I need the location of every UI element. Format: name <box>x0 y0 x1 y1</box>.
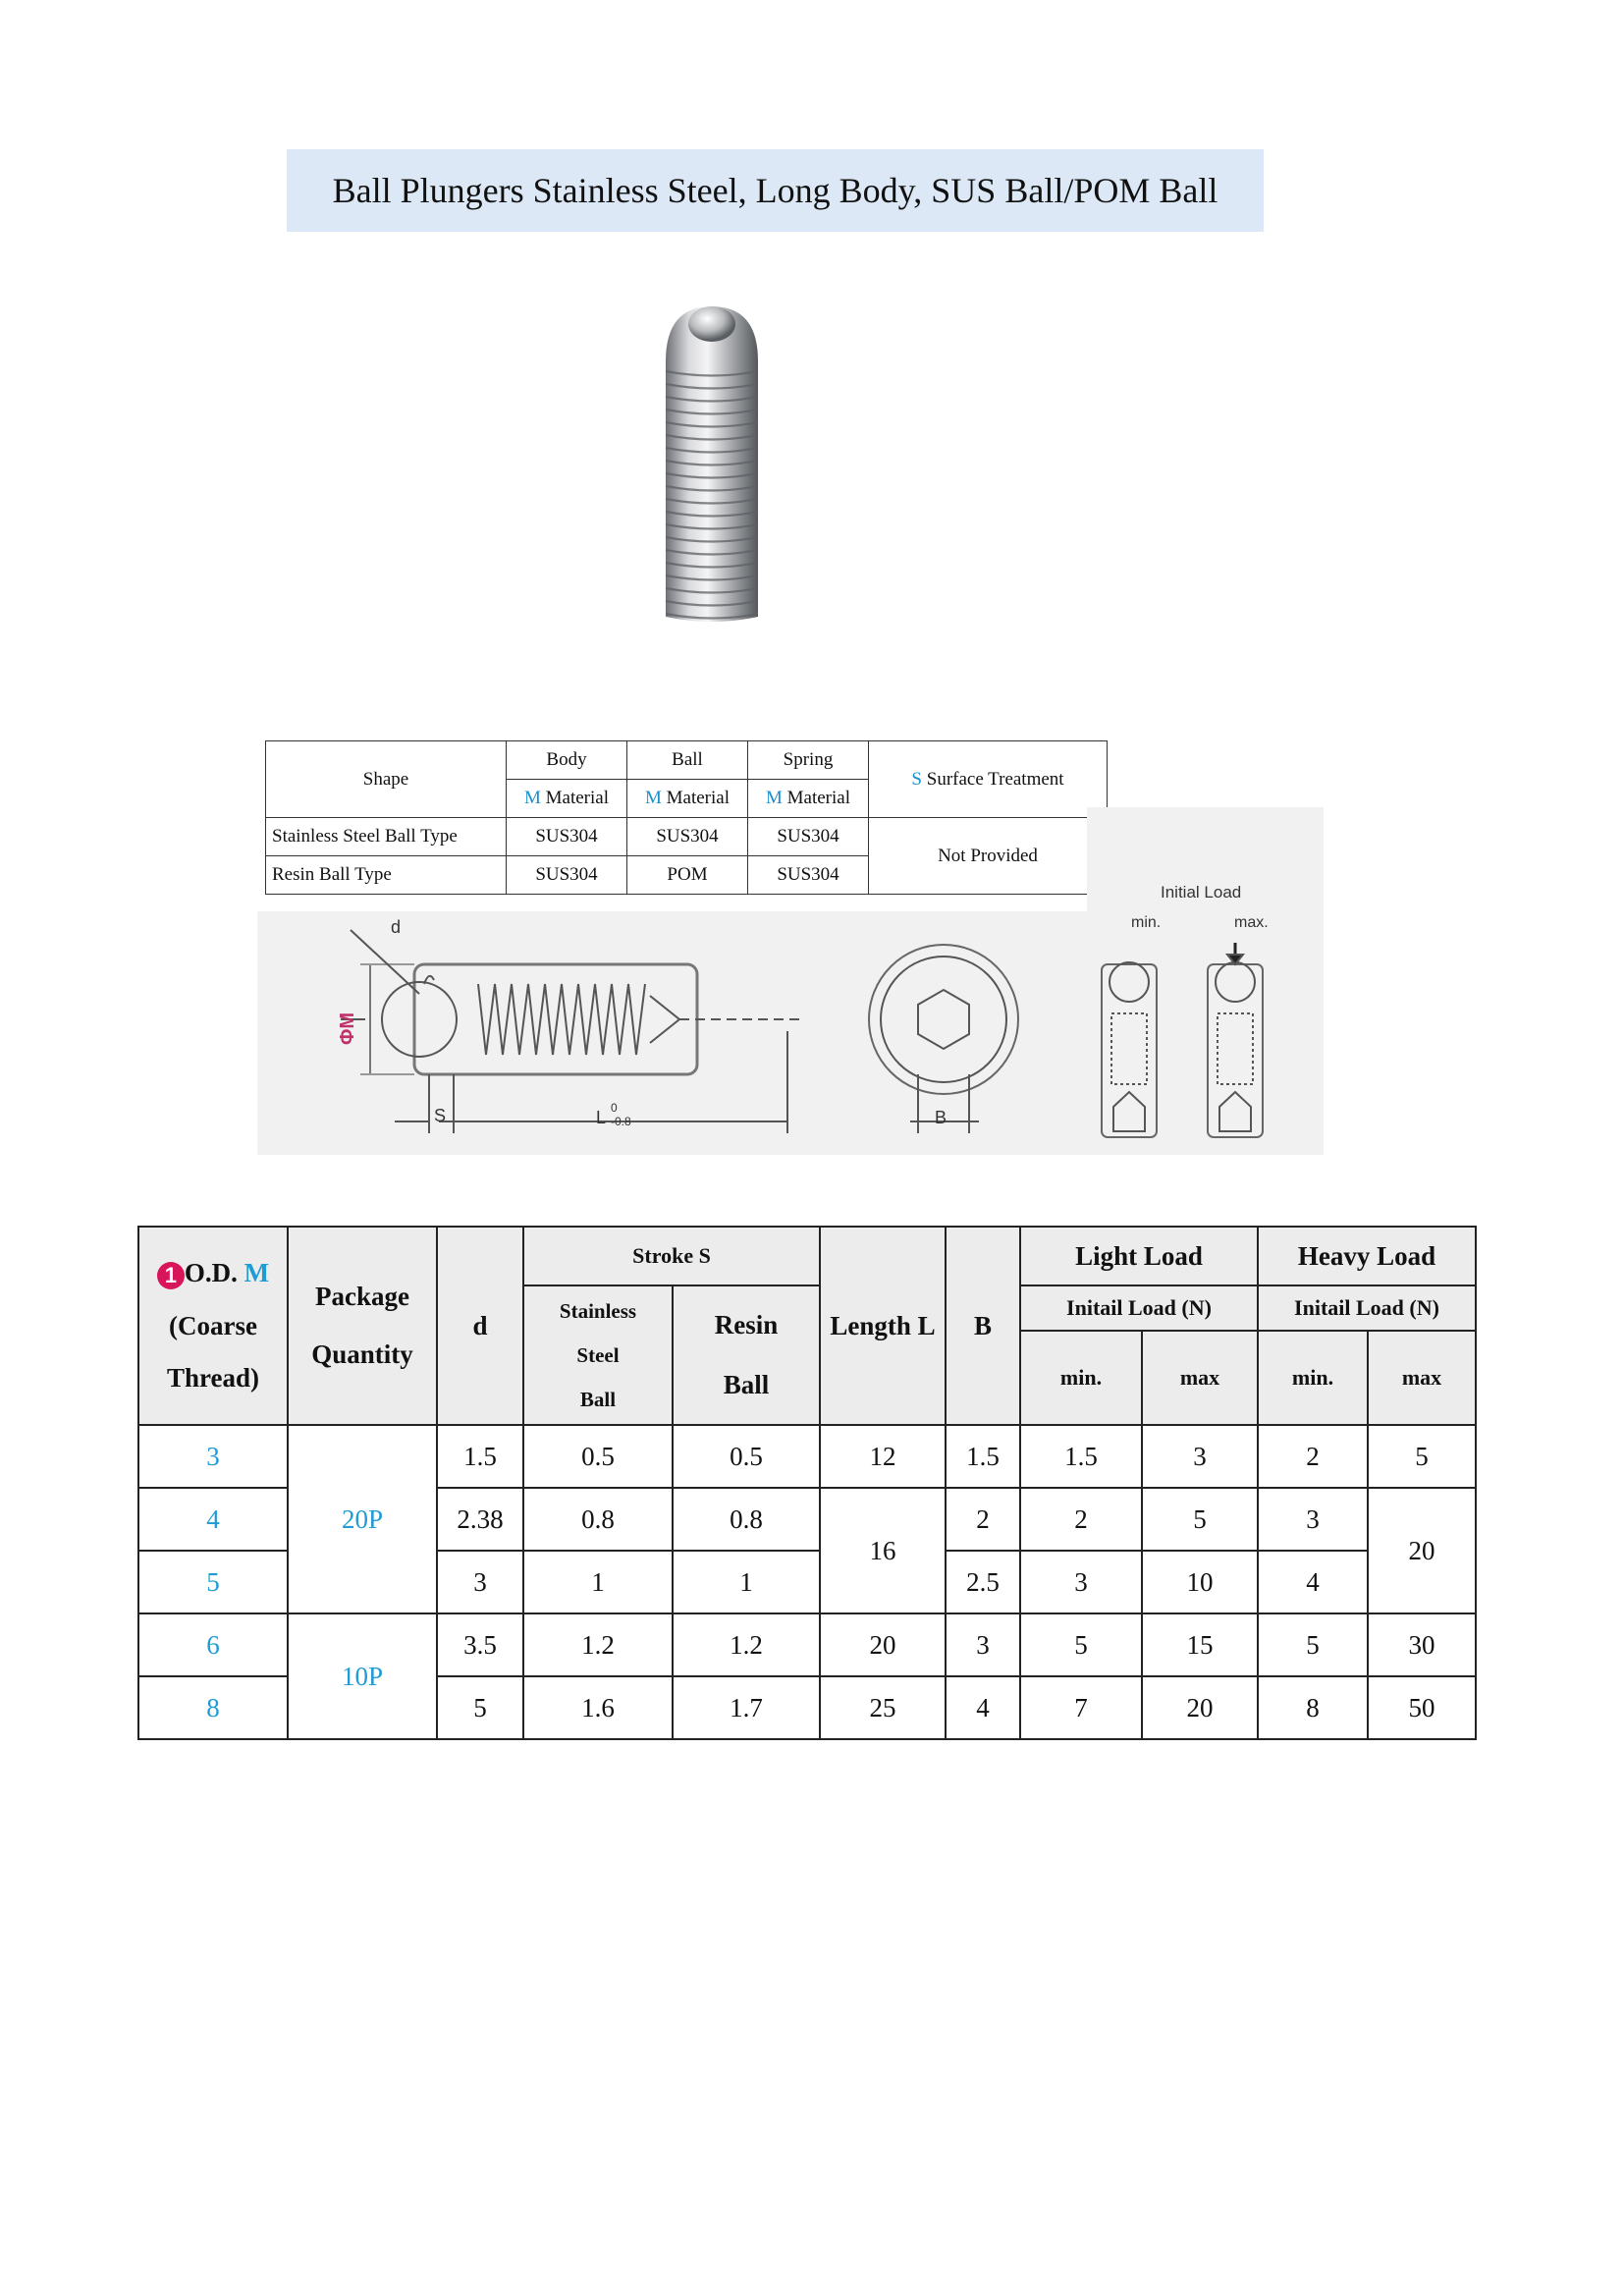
body-header: Body <box>507 741 627 780</box>
label-initial-load: Initial Load <box>1161 883 1242 902</box>
stroke-resin-cell: 1.7 <box>673 1676 820 1739</box>
light-max-cell: 5 <box>1142 1488 1258 1551</box>
label-l: L <box>596 1108 607 1127</box>
heavy-min-header: min. <box>1258 1331 1368 1425</box>
stainless-steel-ball-header <box>523 1285 673 1425</box>
stroke-steel-cell: 1.2 <box>523 1613 673 1676</box>
label-l-tol-bottom: -0.8 <box>611 1115 631 1128</box>
stroke-resin-cell: 0.5 <box>673 1425 820 1488</box>
stroke-resin-cell: 1.2 <box>673 1613 820 1676</box>
ball-label: Ball <box>579 1387 617 1411</box>
package-label: Package <box>315 1282 409 1311</box>
table-row <box>138 1425 1476 1488</box>
label-s: S <box>434 1106 447 1125</box>
od-cell: 5 <box>138 1551 288 1613</box>
package-cell: 20P <box>288 1425 437 1613</box>
heavy-load-header: Heavy Load <box>1258 1227 1476 1285</box>
heavy-initial-load-header: Initail Load (N) <box>1258 1285 1476 1331</box>
b-cell: 2 <box>946 1488 1020 1551</box>
technical-drawing <box>257 807 1324 1155</box>
length-cell: 25 <box>820 1676 946 1739</box>
heavy-min-cell: 2 <box>1258 1425 1368 1488</box>
thread-label: Thread) <box>166 1362 259 1393</box>
table-row <box>138 1613 1476 1676</box>
number-badge: 1 <box>157 1262 185 1289</box>
row-label-stainless: Stainless Steel Ball Type <box>266 818 507 856</box>
page-title-box <box>287 149 1264 232</box>
light-max-cell: 20 <box>1142 1676 1258 1739</box>
light-min-cell: 2 <box>1020 1488 1142 1551</box>
label-max: max. <box>1234 914 1269 931</box>
d-cell: 2.38 <box>437 1488 523 1551</box>
stroke-resin-cell: 1 <box>673 1551 820 1613</box>
stroke-steel-cell: 1 <box>523 1551 673 1613</box>
surface-value: Not Provided <box>869 818 1108 895</box>
label-l-tol-top: 0 <box>611 1101 618 1115</box>
cell-value: SUS304 <box>748 856 869 895</box>
m-letter: M <box>523 788 541 808</box>
light-min-cell: 1.5 <box>1020 1425 1142 1488</box>
od-m-label: M <box>244 1258 270 1288</box>
stroke-steel-cell: 0.8 <box>523 1488 673 1551</box>
light-min-cell: 5 <box>1020 1613 1142 1676</box>
heavy-max-cell: 30 <box>1368 1613 1476 1676</box>
material-label: Material <box>666 788 730 808</box>
length-cell: 12 <box>820 1425 946 1488</box>
od-cell: 8 <box>138 1676 288 1739</box>
spring-header: Spring <box>748 741 869 780</box>
od-header <box>138 1227 288 1425</box>
package-cell: 10P <box>288 1613 437 1739</box>
coarse-label: (Coarse <box>169 1310 257 1340</box>
surface-treatment-header <box>869 741 1108 818</box>
b-cell: 3 <box>946 1613 1020 1676</box>
s-letter: S <box>911 768 922 790</box>
cell-value: POM <box>627 856 748 895</box>
ball-header: Ball <box>627 741 748 780</box>
stroke-resin-cell: 0.8 <box>673 1488 820 1551</box>
light-load-header: Light Load <box>1020 1227 1258 1285</box>
m-letter: M <box>765 788 783 808</box>
light-max-cell: 3 <box>1142 1425 1258 1488</box>
label-d: d <box>391 917 402 937</box>
light-min-header: min. <box>1020 1331 1142 1425</box>
dimensions-table <box>137 1226 1477 1740</box>
label-b: B <box>935 1108 947 1127</box>
b-cell: 2.5 <box>946 1551 1020 1613</box>
quantity-label: Quantity <box>311 1339 413 1369</box>
od-label: O.D. <box>184 1258 238 1288</box>
b-cell: 1.5 <box>946 1425 1020 1488</box>
length-cell: 20 <box>820 1613 946 1676</box>
od-cell: 4 <box>138 1488 288 1551</box>
page-title: Ball Plungers Stainless Steel, Long Body, SUS Ball/POM Ball <box>332 171 1218 210</box>
heavy-min-cell: 5 <box>1258 1613 1368 1676</box>
d-cell: 3.5 <box>437 1613 523 1676</box>
b-header: B <box>946 1227 1020 1425</box>
material-label: Material <box>545 788 609 808</box>
light-min-cell: 7 <box>1020 1676 1142 1739</box>
length-cell: 16 <box>820 1488 946 1613</box>
package-header <box>288 1227 437 1425</box>
heavy-max-cell: 20 <box>1368 1488 1476 1613</box>
light-max-header: max <box>1142 1331 1258 1425</box>
heavy-max-cell: 5 <box>1368 1425 1476 1488</box>
resin-label: Resin <box>714 1310 779 1339</box>
material-label: Material <box>786 788 850 808</box>
stroke-steel-cell: 1.6 <box>523 1676 673 1739</box>
stroke-header: Stroke S <box>523 1227 820 1285</box>
resin-ball-header <box>673 1285 820 1425</box>
d-cell: 5 <box>437 1676 523 1739</box>
heavy-max-cell: 50 <box>1368 1676 1476 1739</box>
d-cell: 3 <box>437 1551 523 1613</box>
label-phi-m: ΦM <box>337 1011 358 1045</box>
heavy-max-header: max <box>1368 1331 1476 1425</box>
heavy-min-cell: 3 <box>1258 1488 1368 1551</box>
heavy-min-cell: 8 <box>1258 1676 1368 1739</box>
d-cell: 1.5 <box>437 1425 523 1488</box>
cell-value: SUS304 <box>627 818 748 856</box>
stroke-steel-cell: 0.5 <box>523 1425 673 1488</box>
surface-treatment-label: Surface Treatment <box>926 768 1064 790</box>
stainless-label: Stainless <box>559 1298 637 1323</box>
heavy-min-cell: 4 <box>1258 1551 1368 1613</box>
resin-ball-label: Ball <box>723 1370 770 1399</box>
d-header: d <box>437 1227 523 1425</box>
od-cell: 3 <box>138 1425 288 1488</box>
cell-value: SUS304 <box>507 856 627 895</box>
ball-plunger-photo <box>648 302 776 627</box>
light-max-cell: 15 <box>1142 1613 1258 1676</box>
light-min-cell: 3 <box>1020 1551 1142 1613</box>
shape-header: Shape <box>266 741 507 818</box>
od-cell: 6 <box>138 1613 288 1676</box>
steel-label: Steel <box>576 1342 620 1367</box>
light-max-cell: 10 <box>1142 1551 1258 1613</box>
length-header: Length L <box>820 1227 946 1425</box>
light-initial-load-header: Initail Load (N) <box>1020 1285 1258 1331</box>
b-cell: 4 <box>946 1676 1020 1739</box>
cell-value: SUS304 <box>748 818 869 856</box>
cell-value: SUS304 <box>507 818 627 856</box>
row-label-resin: Resin Ball Type <box>266 856 507 895</box>
label-min: min. <box>1131 914 1162 931</box>
m-letter: M <box>644 788 662 808</box>
